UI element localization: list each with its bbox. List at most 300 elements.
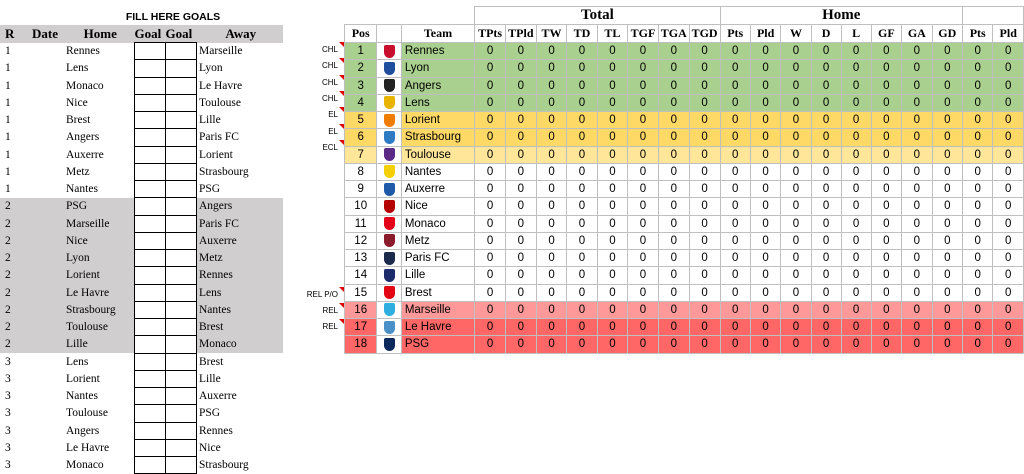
stat-value: 0 xyxy=(871,181,901,198)
stat-value: 0 xyxy=(932,250,962,267)
stat-value: 0 xyxy=(963,301,993,318)
stat-value: 0 xyxy=(993,198,1024,215)
standings-row xyxy=(345,215,1024,232)
fixture-date-cell[interactable] xyxy=(27,267,63,284)
fixture-away-goal-input[interactable] xyxy=(166,422,197,439)
fixture-row xyxy=(0,457,283,474)
fixture-date-cell[interactable] xyxy=(27,319,63,336)
col-stat-header: TPts xyxy=(475,25,506,43)
qualification-label xyxy=(322,140,338,156)
fixture-round: 2 xyxy=(0,336,27,353)
stat-value: 0 xyxy=(628,60,659,77)
fixture-home-goal-input[interactable] xyxy=(135,112,166,129)
fixtures-header-row xyxy=(0,25,283,43)
stat-value: 0 xyxy=(597,181,627,198)
team-logo xyxy=(377,250,401,267)
fixture-round: 3 xyxy=(5,424,11,437)
col-logo-header xyxy=(377,25,401,43)
fixture-home-team: Metz xyxy=(66,165,90,178)
stat-value: 0 xyxy=(628,267,659,284)
stat-value: 0 xyxy=(505,284,536,301)
stat-value: 0 xyxy=(841,267,871,284)
stat-value: 0 xyxy=(993,267,1024,284)
fixture-home-team: Lens xyxy=(66,62,89,75)
fixture-date-cell[interactable] xyxy=(27,163,63,180)
fixture-row xyxy=(0,336,283,353)
fixture-away-team: Auxerre xyxy=(197,232,284,249)
stat-value: 0 xyxy=(658,112,689,129)
fixture-home-team: Brest xyxy=(66,114,91,127)
club-crest-icon xyxy=(384,165,395,178)
col-away-header: Away xyxy=(197,25,284,43)
stat-value: 0 xyxy=(597,112,627,129)
stat-value: 0 xyxy=(720,94,750,111)
fixture-away-goal-input[interactable] xyxy=(166,146,197,163)
stat-value: 0 xyxy=(932,232,962,249)
fixture-home-goal-input[interactable] xyxy=(135,319,166,336)
fixture-away-goal-input[interactable] xyxy=(166,43,197,60)
fixture-date-cell[interactable] xyxy=(27,43,63,60)
club-crest-icon xyxy=(384,234,395,247)
stat-value: 0 xyxy=(720,77,750,94)
fixture-home-goal-input[interactable] xyxy=(135,94,166,111)
stat-value: 0 xyxy=(597,284,627,301)
team-logo xyxy=(377,267,401,284)
stat-value: 0 xyxy=(658,94,689,111)
fixture-row xyxy=(0,112,283,129)
stat-value: 0 xyxy=(505,267,536,284)
fixture-home-goal-input[interactable] xyxy=(135,267,166,284)
standings-row xyxy=(345,319,1024,336)
fixture-away-goal-input[interactable] xyxy=(166,353,197,370)
fixture-away-goal-input[interactable] xyxy=(166,301,197,318)
stat-value: 0 xyxy=(567,301,597,318)
group-away xyxy=(963,7,1024,25)
fixture-home-goal-input[interactable] xyxy=(135,215,166,232)
fixture-date-cell[interactable] xyxy=(27,60,63,77)
col-stat-header: TGA xyxy=(658,25,689,43)
team-logo xyxy=(377,232,401,249)
fixture-date-cell[interactable] xyxy=(27,215,63,232)
stat-value: 0 xyxy=(536,146,567,163)
stat-value: 0 xyxy=(567,336,597,353)
stat-value: 0 xyxy=(871,250,901,267)
fixture-home-goal-input[interactable] xyxy=(135,405,166,422)
stat-value: 0 xyxy=(505,250,536,267)
fixture-row xyxy=(0,319,283,336)
stat-value: 0 xyxy=(628,94,659,111)
fixture-away-goal-input[interactable] xyxy=(166,284,197,301)
fixture-row xyxy=(0,163,283,180)
stat-value: 0 xyxy=(871,60,901,77)
fixture-home-goal-input[interactable] xyxy=(135,301,166,318)
stat-value: 0 xyxy=(932,215,962,232)
fixture-date-cell[interactable] xyxy=(27,181,63,198)
fixture-away-goal-input[interactable] xyxy=(166,319,197,336)
standings-row xyxy=(345,181,1024,198)
team-name: Lorient xyxy=(401,112,474,129)
stat-value: 0 xyxy=(932,198,962,215)
fixture-date-cell[interactable] xyxy=(27,439,63,456)
stat-value: 0 xyxy=(902,60,932,77)
stat-value: 0 xyxy=(871,94,901,111)
fixture-date-cell[interactable] xyxy=(27,129,63,146)
fixture-away-team: Le Havre xyxy=(199,79,243,92)
fixture-home-goal-input[interactable] xyxy=(135,60,166,77)
standings-row xyxy=(345,77,1024,94)
fixture-date-cell[interactable] xyxy=(27,77,63,94)
stat-value: 0 xyxy=(689,112,720,129)
fixture-date-cell[interactable] xyxy=(27,301,63,318)
stat-value: 0 xyxy=(750,284,780,301)
stat-value: 0 xyxy=(536,198,567,215)
qualification-text: REL xyxy=(322,322,338,332)
stat-value: 0 xyxy=(505,77,536,94)
stat-value: 0 xyxy=(963,163,993,180)
stat-value: 0 xyxy=(720,232,750,249)
fixture-round: 2 xyxy=(0,284,27,301)
col-stat-header: D xyxy=(811,25,841,43)
fixture-round: 1 xyxy=(5,165,11,178)
stat-value: 0 xyxy=(993,301,1024,318)
fixtures-title-row xyxy=(0,9,283,25)
fixture-away-goal-input[interactable] xyxy=(166,94,197,111)
stat-value: 0 xyxy=(597,163,627,180)
standings-row xyxy=(345,336,1024,353)
stat-value: 0 xyxy=(475,112,506,129)
fixture-home-team: Marseille xyxy=(63,215,135,232)
fixture-date-cell[interactable] xyxy=(27,457,63,474)
stat-value: 0 xyxy=(871,336,901,353)
col-stat-header: W xyxy=(781,25,811,43)
stat-value: 0 xyxy=(811,129,841,146)
fixture-home-goal-input[interactable] xyxy=(135,129,166,146)
fixture-home-goal-input[interactable] xyxy=(135,284,166,301)
stat-value: 0 xyxy=(811,284,841,301)
fixture-row xyxy=(0,439,283,456)
club-crest-icon xyxy=(384,321,395,334)
stat-value: 0 xyxy=(993,319,1024,336)
stat-value: 0 xyxy=(841,43,871,60)
fixture-away-team: Paris FC xyxy=(199,131,239,144)
stat-value: 0 xyxy=(781,336,811,353)
fixture-home-team: Auxerre xyxy=(66,148,104,161)
col-stat-header: GD xyxy=(932,25,962,43)
fixture-round: 1 xyxy=(5,45,11,58)
stat-value: 0 xyxy=(781,301,811,318)
fixture-date-cell[interactable] xyxy=(27,146,63,163)
standings-row xyxy=(345,301,1024,318)
stat-value: 0 xyxy=(841,181,871,198)
fixture-home-goal-input[interactable] xyxy=(135,43,166,60)
stat-value: 0 xyxy=(902,129,932,146)
stat-value: 0 xyxy=(811,112,841,129)
fixture-round: 1 xyxy=(5,183,11,196)
stat-value: 0 xyxy=(597,146,627,163)
stat-value: 0 xyxy=(781,215,811,232)
team-logo xyxy=(377,284,401,301)
team-logo xyxy=(377,60,401,77)
fixture-date-cell[interactable] xyxy=(27,250,63,267)
stat-value: 0 xyxy=(902,284,932,301)
fixture-date-cell[interactable] xyxy=(27,232,63,249)
stat-value: 0 xyxy=(720,301,750,318)
fixture-round: 3 xyxy=(5,459,11,472)
fixture-home-team: Rennes xyxy=(66,45,100,58)
team-logo xyxy=(377,181,401,198)
fixture-date-cell[interactable] xyxy=(27,284,63,301)
team-logo xyxy=(377,198,401,215)
fixture-row xyxy=(0,198,283,215)
col-stat-header: GA xyxy=(902,25,932,43)
team-position: 16 xyxy=(345,301,377,318)
stat-value: 0 xyxy=(689,181,720,198)
standings-row xyxy=(345,232,1024,249)
stat-value: 0 xyxy=(811,163,841,180)
fixture-date-cell[interactable] xyxy=(27,370,63,387)
stat-value: 0 xyxy=(658,163,689,180)
club-crest-icon xyxy=(384,286,395,299)
fixture-date-cell[interactable] xyxy=(27,112,63,129)
stat-value: 0 xyxy=(993,181,1024,198)
fixture-away-goal-input[interactable] xyxy=(166,181,197,198)
stat-value: 0 xyxy=(841,336,871,353)
team-logo xyxy=(377,301,401,318)
stat-value: 0 xyxy=(963,129,993,146)
stat-value: 0 xyxy=(811,94,841,111)
team-logo xyxy=(377,129,401,146)
team-position: 3 xyxy=(345,77,377,94)
stat-value: 0 xyxy=(658,250,689,267)
fixture-away-goal-input[interactable] xyxy=(166,370,197,387)
standings-row xyxy=(345,163,1024,180)
stat-value: 0 xyxy=(658,215,689,232)
stat-value: 0 xyxy=(567,60,597,77)
stat-value: 0 xyxy=(993,43,1024,60)
fixture-away-goal-input[interactable] xyxy=(166,77,197,94)
col-date-header: Date xyxy=(27,25,63,43)
fixture-away-goal-input[interactable] xyxy=(166,198,197,215)
fixture-away-goal-input[interactable] xyxy=(166,388,197,405)
fixture-row xyxy=(0,422,283,439)
fixture-date-cell[interactable] xyxy=(27,198,63,215)
fixture-row xyxy=(0,94,283,111)
stat-value: 0 xyxy=(628,146,659,163)
club-crest-icon xyxy=(384,148,395,161)
fixture-away-goal-input[interactable] xyxy=(166,232,197,249)
stat-value: 0 xyxy=(658,301,689,318)
team-logo xyxy=(377,146,401,163)
stat-value: 0 xyxy=(932,319,962,336)
fixture-away-goal-input[interactable] xyxy=(166,250,197,267)
stat-value: 0 xyxy=(871,319,901,336)
stat-value: 0 xyxy=(841,284,871,301)
fixture-home-goal-input[interactable] xyxy=(135,439,166,456)
club-crest-icon xyxy=(384,252,395,265)
fixture-away-goal-input[interactable] xyxy=(166,267,197,284)
fixture-away-goal-input[interactable] xyxy=(166,163,197,180)
stat-value: 0 xyxy=(658,60,689,77)
fixture-row xyxy=(0,250,283,267)
fixture-home-goal-input[interactable] xyxy=(135,353,166,370)
team-logo xyxy=(377,112,401,129)
fixture-away-goal-input[interactable] xyxy=(166,405,197,422)
team-logo xyxy=(377,163,401,180)
fixture-date-cell[interactable] xyxy=(27,405,63,422)
fixture-date-cell[interactable] xyxy=(27,388,63,405)
stat-value: 0 xyxy=(932,301,962,318)
fixture-date-cell[interactable] xyxy=(27,353,63,370)
stat-value: 0 xyxy=(902,77,932,94)
stat-value: 0 xyxy=(750,146,780,163)
fixture-home-goal-input[interactable] xyxy=(135,232,166,249)
stat-value: 0 xyxy=(963,60,993,77)
col-goal-away-header: Goal xyxy=(166,25,197,43)
qualification-label xyxy=(322,303,338,319)
fixture-home-goal-input[interactable] xyxy=(135,77,166,94)
col-stat-header: Pld xyxy=(750,25,780,43)
stat-value: 0 xyxy=(475,232,506,249)
fixture-home-goal-input[interactable] xyxy=(135,457,166,474)
fill-goals-title: FILL HERE GOALS xyxy=(125,11,221,23)
stat-value: 0 xyxy=(841,319,871,336)
stat-value: 0 xyxy=(993,77,1024,94)
stat-value: 0 xyxy=(689,60,720,77)
fixture-away-team: Rennes xyxy=(197,267,284,284)
group-home: Home xyxy=(720,7,963,25)
fixture-home-goal-input[interactable] xyxy=(135,250,166,267)
fixture-home-goal-input[interactable] xyxy=(135,163,166,180)
stat-value: 0 xyxy=(871,232,901,249)
stat-value: 0 xyxy=(475,181,506,198)
fixture-date-cell[interactable] xyxy=(27,422,63,439)
fixture-away-team: Toulouse xyxy=(199,96,241,109)
fixture-round: 1 xyxy=(5,96,11,109)
stat-value: 0 xyxy=(750,232,780,249)
team-position: 9 xyxy=(345,181,377,198)
col-stat-header: TGD xyxy=(689,25,720,43)
stat-value: 0 xyxy=(689,232,720,249)
stat-value: 0 xyxy=(536,232,567,249)
stat-value: 0 xyxy=(781,77,811,94)
stat-value: 0 xyxy=(475,336,506,353)
fixture-round: 2 xyxy=(0,250,27,267)
club-crest-icon xyxy=(384,79,395,92)
standings-row xyxy=(345,250,1024,267)
fixture-date-cell[interactable] xyxy=(27,336,63,353)
stat-value: 0 xyxy=(811,43,841,60)
stat-value: 0 xyxy=(963,284,993,301)
fixture-row xyxy=(0,181,283,198)
standings-row xyxy=(345,198,1024,215)
fixture-round: 2 xyxy=(0,301,27,318)
stat-value: 0 xyxy=(689,250,720,267)
fixture-away-goal-input[interactable] xyxy=(166,457,197,474)
stat-value: 0 xyxy=(689,163,720,180)
fixture-away-team: Brest xyxy=(197,319,284,336)
stat-value: 0 xyxy=(536,77,567,94)
stat-value: 0 xyxy=(902,112,932,129)
stat-value: 0 xyxy=(750,267,780,284)
col-stat-header: Pts xyxy=(720,25,750,43)
stat-value: 0 xyxy=(505,232,536,249)
stat-value: 0 xyxy=(628,301,659,318)
stat-value: 0 xyxy=(505,301,536,318)
stat-value: 0 xyxy=(781,146,811,163)
stat-value: 0 xyxy=(536,43,567,60)
stat-value: 0 xyxy=(475,94,506,111)
team-position: 11 xyxy=(345,215,377,232)
fixture-row xyxy=(0,353,283,370)
stat-value: 0 xyxy=(720,267,750,284)
fixture-away-goal-input[interactable] xyxy=(166,215,197,232)
fixture-row xyxy=(0,146,283,163)
fixture-away-goal-input[interactable] xyxy=(166,60,197,77)
stat-value: 0 xyxy=(720,181,750,198)
stat-value: 0 xyxy=(841,129,871,146)
fixture-away-goal-input[interactable] xyxy=(166,336,197,353)
fixture-away-goal-input[interactable] xyxy=(166,129,197,146)
stat-value: 0 xyxy=(932,267,962,284)
stat-value: 0 xyxy=(536,181,567,198)
stat-value: 0 xyxy=(505,112,536,129)
stat-value: 0 xyxy=(597,60,627,77)
fixture-home-goal-input[interactable] xyxy=(135,422,166,439)
fixture-home-goal-input[interactable] xyxy=(135,370,166,387)
stat-value: 0 xyxy=(993,60,1024,77)
fixture-home-goal-input[interactable] xyxy=(135,198,166,215)
col-team-header: Team xyxy=(401,25,474,43)
stat-value: 0 xyxy=(628,77,659,94)
stat-value: 0 xyxy=(658,146,689,163)
fixture-away-goal-input[interactable] xyxy=(166,112,197,129)
stat-value: 0 xyxy=(567,250,597,267)
stat-value: 0 xyxy=(781,163,811,180)
stat-value: 0 xyxy=(505,94,536,111)
fixture-row xyxy=(0,301,283,318)
stat-value: 0 xyxy=(536,215,567,232)
stat-value: 0 xyxy=(567,198,597,215)
col-goal-home-header: Goal xyxy=(135,25,166,43)
fixture-date-cell[interactable] xyxy=(27,94,63,111)
stat-value: 0 xyxy=(932,77,962,94)
stat-value: 0 xyxy=(993,163,1024,180)
fixture-away-goal-input[interactable] xyxy=(166,439,197,456)
fixture-away-team: Lorient xyxy=(199,148,233,161)
stat-value: 0 xyxy=(536,112,567,129)
stat-value: 0 xyxy=(963,215,993,232)
fixture-home-goal-input[interactable] xyxy=(135,336,166,353)
stat-value: 0 xyxy=(689,146,720,163)
stat-value: 0 xyxy=(781,284,811,301)
fixture-away-team: Strasbourg xyxy=(199,165,249,178)
stat-value: 0 xyxy=(811,146,841,163)
stat-value: 0 xyxy=(902,181,932,198)
stat-value: 0 xyxy=(658,319,689,336)
stat-value: 0 xyxy=(689,301,720,318)
qualification-label xyxy=(322,319,338,335)
club-crest-icon xyxy=(384,303,395,316)
team-name: Rennes xyxy=(401,43,474,60)
stat-value: 0 xyxy=(628,163,659,180)
club-crest-icon xyxy=(384,269,395,282)
qualification-label xyxy=(322,42,338,58)
fixture-home-goal-input[interactable] xyxy=(135,146,166,163)
stat-value: 0 xyxy=(811,267,841,284)
stat-value: 0 xyxy=(597,232,627,249)
fixture-home-goal-input[interactable] xyxy=(135,388,166,405)
fixture-home-goal-input[interactable] xyxy=(135,181,166,198)
